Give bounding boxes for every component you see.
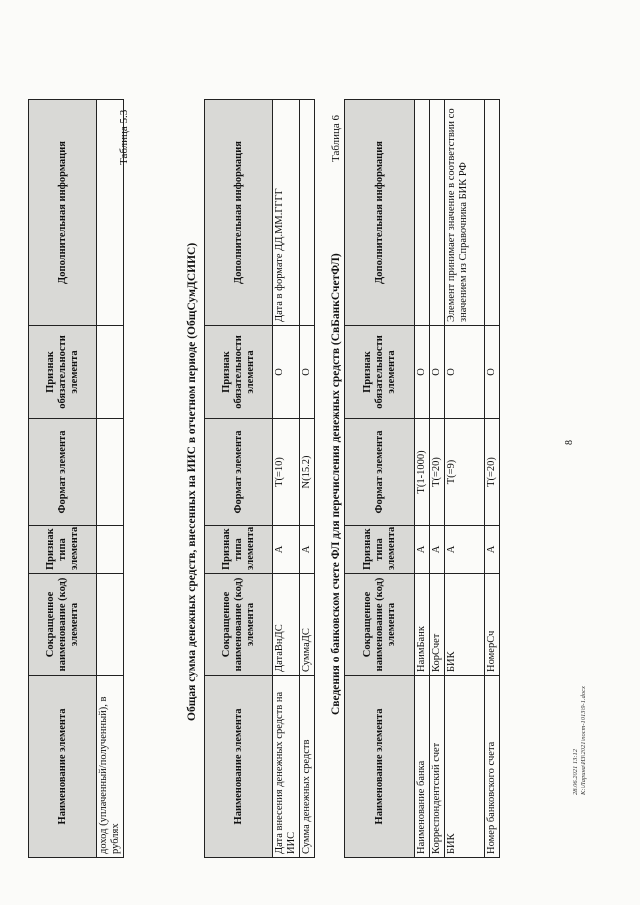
table-cell: Т(=10) <box>273 419 300 526</box>
table-cell: А <box>273 526 300 574</box>
table-cell <box>97 574 124 676</box>
table-cell: О <box>430 326 445 419</box>
table-cell: Наименование банка <box>415 676 430 858</box>
column-header: Дополнительная информация <box>205 100 273 326</box>
table-cell: Сумма денежных средств <box>300 676 315 858</box>
table-cell: О <box>300 326 315 419</box>
column-header: Признак обязательности элемента <box>345 326 415 419</box>
column-header: Сокращенное наименование (код) элемента <box>205 574 273 676</box>
table-cell: Т(=20) <box>430 419 445 526</box>
table-cell: КорСчет <box>430 574 445 676</box>
column-header: Дополнительная информация <box>345 100 415 326</box>
table-5-3 <box>204 99 315 858</box>
table-cell: БИК <box>445 574 485 676</box>
table-cell: А <box>485 526 500 574</box>
table-cell: Т(1-1000) <box>415 419 430 526</box>
column-header: Сокращенное наименование (код) элемента <box>345 574 415 676</box>
table-cell: БИК <box>445 676 485 858</box>
column-header: Формат элемента <box>205 419 273 526</box>
column-header: Признак типа элемента <box>205 526 273 574</box>
footer-filepath: К:\Ларина\ИЗ\2021\пост-1013\9-1.docx <box>580 686 587 795</box>
table-cell: О <box>485 326 500 419</box>
table-cell <box>300 100 315 326</box>
table-row <box>430 100 445 858</box>
table-5-3-title: Общая сумма денежных средств, внесенных на ИИС в отчетном периоде (ОбщСумДСИИС) <box>186 242 198 721</box>
column-header: Признак типа элемента <box>29 526 97 574</box>
table-cell <box>415 100 430 326</box>
table-cell: НомерСч <box>485 574 500 676</box>
table-cell <box>430 100 445 326</box>
top-table <box>28 99 124 858</box>
table-row <box>300 100 315 858</box>
column-header: Наименование элемента <box>29 676 97 858</box>
table-cell <box>97 526 124 574</box>
table-cell: Дата в формате ДД.ММ.ГГГГ <box>273 100 300 326</box>
table-cell: О <box>415 326 430 419</box>
column-header: Формат элемента <box>29 419 97 526</box>
table-row <box>273 100 300 858</box>
table-5-3-label: Таблица 5.3 <box>118 109 130 165</box>
table-cell: Т(=20) <box>485 419 500 526</box>
column-header: Признак обязательности элемента <box>205 326 273 419</box>
column-header: Наименование элемента <box>205 676 273 858</box>
table-cell: А <box>445 526 485 574</box>
table-cell: А <box>415 526 430 574</box>
table-row <box>485 100 500 858</box>
column-header: Дополнительная информация <box>29 100 97 326</box>
column-header: Наименование элемента <box>345 676 415 858</box>
table-cell: А <box>430 526 445 574</box>
table-cell <box>485 100 500 326</box>
table-6-title: Сведения о банковском счете ФЛ для перечисления денежных средств (СвБанкСчетФЛ) <box>330 253 342 715</box>
table-row <box>445 100 485 858</box>
table-cell: Элемент принимает значение в соответствии со значением из Справочника БИК РФ <box>445 100 485 326</box>
column-header: Признак обязательности элемента <box>29 326 97 419</box>
table-cell: О <box>445 326 485 419</box>
footer-timestamp: 28.06.2021 13:12 <box>572 748 579 795</box>
table-6-label: Таблица 6 <box>330 114 342 162</box>
table-6 <box>344 99 500 858</box>
column-header: Сокращенное наименование (код) элемента <box>29 574 97 676</box>
table-cell: НаимБанк <box>415 574 430 676</box>
page-number: 8 <box>564 440 575 445</box>
table-cell: доход (уплаченный/полученный), в рублях <box>97 676 124 858</box>
table-cell: Номер банковского счета <box>485 676 500 858</box>
table-cell: О <box>273 326 300 419</box>
table-cell: Корреспондентский счет <box>430 676 445 858</box>
table-row <box>415 100 430 858</box>
table-row <box>97 100 124 858</box>
table-cell: Т(=9) <box>445 419 485 526</box>
table-cell: N(15.2) <box>300 419 315 526</box>
column-header: Признак типа элемента <box>345 526 415 574</box>
table-cell: Дата внесения денежных средств на ИИС <box>273 676 300 858</box>
table-cell: А <box>300 526 315 574</box>
table-cell: СуммаДС <box>300 574 315 676</box>
column-header: Формат элемента <box>345 419 415 526</box>
table-cell <box>97 326 124 419</box>
table-cell <box>97 419 124 526</box>
table-cell: ДатаВнДС <box>273 574 300 676</box>
